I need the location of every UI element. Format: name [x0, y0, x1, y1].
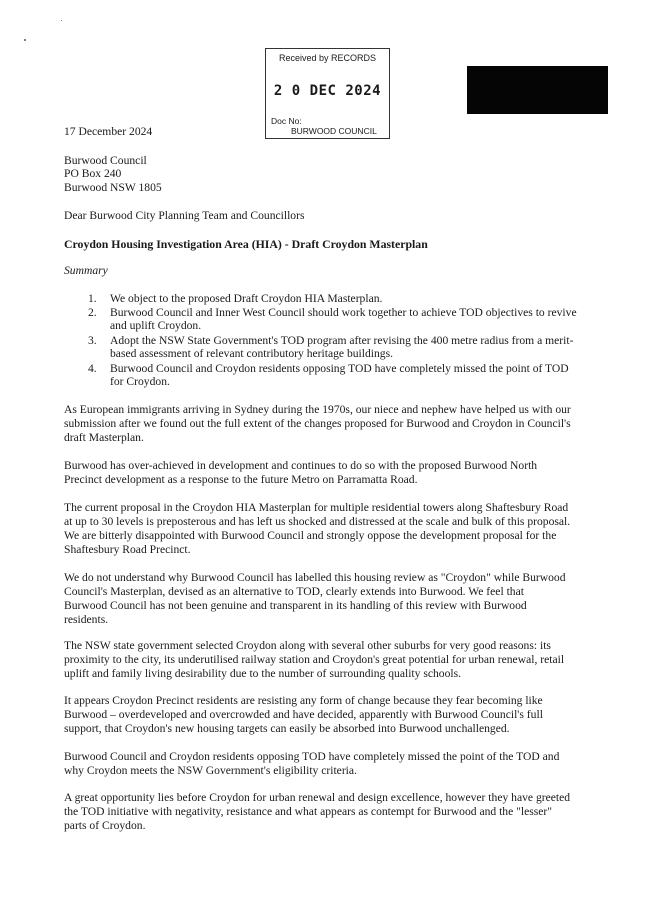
- subject-heading: Croydon Housing Investigation Area (HIA) - Draft Croydon Masterplan: [64, 237, 428, 251]
- paragraph-line: We do not understand why Burwood Council has labelled this housing review as "Croydon" while Burwood: [64, 571, 566, 584]
- paragraph-line: Shaftesbury Road Precinct.: [64, 543, 191, 556]
- stamp-title: Received by RECORDS: [278, 53, 377, 63]
- summary-item-number: 4.: [88, 362, 97, 375]
- paragraph-line: why Croydon meets the NSW Government's eligibility criteria.: [64, 764, 357, 777]
- paragraph-line: Precinct development as a response to the future Metro on Parramatta Road.: [64, 473, 418, 486]
- paragraph-line: Burwood Council has not been genuine and transparent in its handling of this review with Burwood: [64, 599, 527, 612]
- summary-item-line: Adopt the NSW State Government's TOD program after revising the 400 metre radius from a merit-: [110, 334, 574, 347]
- redaction-block: [467, 66, 608, 114]
- paragraph-line: the TOD initiative with negativity, resistance and what appears as contempt for Burwood and the "lesser": [64, 805, 553, 818]
- summary-item-number: 3.: [88, 334, 97, 347]
- paragraph-line: proximity to the city, its underutilised railway station and Croydon's great potential for urban renewal, retail: [64, 653, 565, 666]
- stamp-council: BURWOOD COUNCIL: [291, 126, 377, 136]
- stamp-date: 2 0 DEC 2024: [273, 83, 382, 99]
- paragraph-line: Burwood Council and Croydon residents opposing TOD have completely missed the point of the TOD and: [64, 750, 560, 763]
- paragraph-line: submission after we found out the full extent of the changes proposed for Burwood and Croydon in Council's: [64, 417, 571, 430]
- summary-item-number: 1.: [88, 292, 97, 305]
- address-line: PO Box 240: [64, 167, 122, 180]
- paragraph-line: As European immigrants arriving in Sydney during the 1970s, our niece and nephew have helped us with our: [64, 403, 571, 416]
- paragraph-line: uplift and family living desirability due to the number of surrounding quality schools.: [64, 667, 462, 680]
- summary-item-line: based assessment of relevant contributory heritage buildings.: [110, 347, 394, 360]
- paragraph-line: at up to 30 levels is preposterous and has left us shocked and distressed at the scale and bulk of this proposal.: [64, 515, 571, 528]
- paragraph-line: draft Masterplan.: [64, 431, 144, 444]
- paragraph-line: parts of Croydon.: [64, 819, 146, 832]
- summary-item-line: Burwood Council and Croydon residents opposing TOD have completely missed the point of TOD: [110, 362, 569, 375]
- paragraph-line: Burwood has over-achieved in development and continues to do so with the proposed Burwood North: [64, 459, 538, 472]
- salutation: Dear Burwood City Planning Team and Councillors: [64, 209, 305, 222]
- paragraph-line: Council's Masterplan, devised as an alternative to TOD, clearly extends into Burwood. We feel that: [64, 585, 524, 598]
- paragraph-line: The current proposal in the Croydon HIA Masterplan for multiple residential towers along Shaftesbury Road: [64, 501, 569, 514]
- received-stamp: [265, 48, 390, 139]
- stamp-doc-label: Doc No:: [271, 116, 302, 126]
- summary-item-line: Burwood Council and Inner West Council should work together to achieve TOD objectives to revive: [110, 306, 577, 319]
- address-line: Burwood Council: [64, 154, 147, 167]
- paragraph-line: We are bitterly disappointed with Burwood Council and strongly oppose the development proposal for the: [64, 529, 557, 542]
- summary-item-line: for Croydon.: [110, 375, 170, 388]
- paragraph-line: support, that Croydon's new housing targets can easily be absorbed into Burwood unchallenged.: [64, 722, 510, 735]
- summary-item-line: and uplift Croydon.: [110, 319, 202, 332]
- paragraph-line: The NSW state government selected Croydon along with several other suburbs for very good reasons: its: [64, 639, 551, 652]
- paragraph-line: residents.: [64, 613, 109, 626]
- paragraph-line: A great opportunity lies before Croydon for urban renewal and design excellence, however they have greeted: [64, 791, 571, 804]
- summary-item-number: 2.: [88, 306, 97, 319]
- paragraph-line: Burwood – overdeveloped and overcrowded and have decided, apparently with Burwood Council's full: [64, 708, 543, 721]
- scan-speck: [61, 20, 62, 21]
- summary-item-line: We object to the proposed Draft Croydon HIA Masterplan.: [110, 292, 383, 305]
- address-line: Burwood NSW 1805: [64, 181, 162, 194]
- summary-heading: Summary: [64, 264, 108, 277]
- paragraph-line: It appears Croydon Precinct residents are resisting any form of change because they fear becoming like: [64, 694, 543, 707]
- letter-date: 17 December 2024: [64, 125, 153, 138]
- scan-speck: [24, 39, 26, 41]
